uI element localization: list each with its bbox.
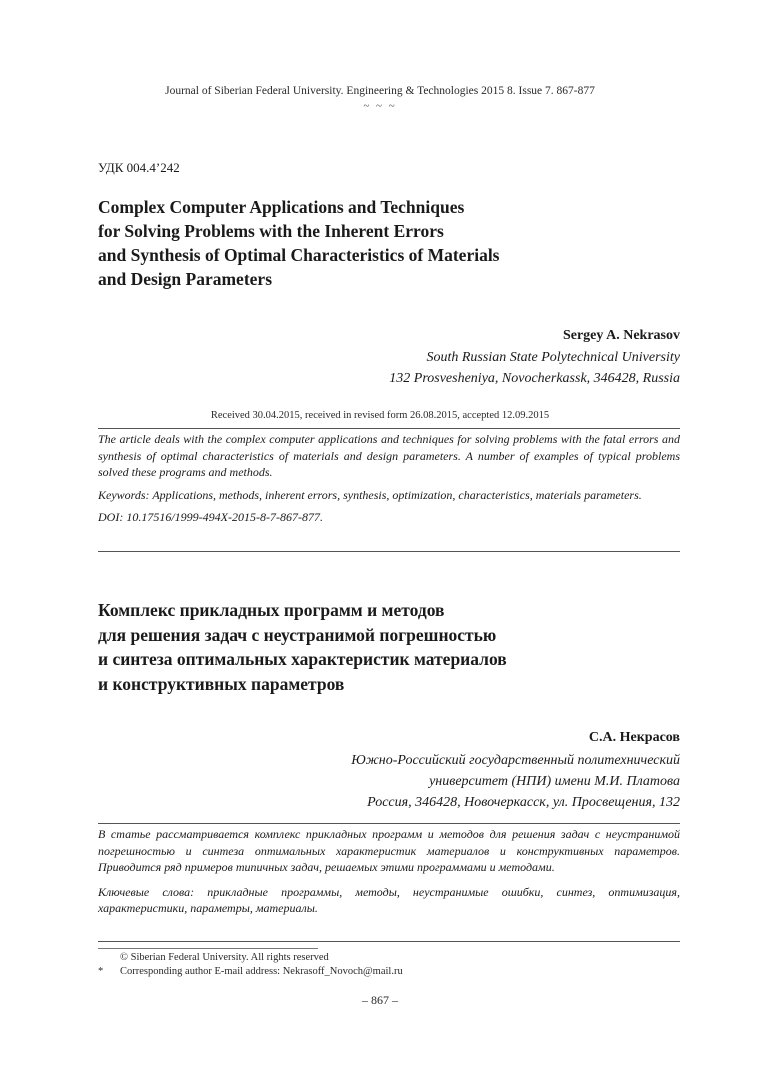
journal-header: Journal of Siberian Federal University. Engineering & Technologies 2015 8. Issue 7. 867-877 <box>165 85 595 97</box>
affiliation-ru-line: Южно-Российский государственный политехнический <box>351 753 680 768</box>
udk-code: УДК 004.4’242 <box>98 160 180 175</box>
footnote-item <box>98 951 403 965</box>
abstract-en-text: The article deals with the complex computer applications and techniques for solving problems with the fatal errors and synthesis of optimal characteristics of materials and design parameters. A number of examples of typical problems solved these programs and methods. <box>98 432 680 479</box>
header-ornament: ~ ~ ~ <box>363 100 397 112</box>
doi: DOI: 10.17516/1999-494X-2015-8-7-867-877. <box>98 510 323 524</box>
title-ru-line: для решения задач с неустранимой погрешностью <box>98 624 497 645</box>
divider-rule <box>98 941 680 942</box>
abstract-en <box>98 431 680 526</box>
keywords-ru: Ключевые слова: прикладные программы, методы, неустранимые ошибки, синтез, оптимизация, характеристики, параметры, материалы. <box>98 884 680 915</box>
affiliation-en-line: 132 Prosvesheniya, Novocherkassk, 346428, Russia <box>389 371 680 386</box>
divider-rule <box>98 551 680 552</box>
footnote-mark: * <box>98 966 104 977</box>
title-en-line: Complex Computer Applications and Techniques <box>98 197 465 217</box>
title-en-line: and Design Parameters <box>98 269 273 289</box>
author-ru: С.А. Некрасов <box>588 730 680 745</box>
author-en: Sergey A. Nekrasov <box>562 328 680 343</box>
affiliation-en <box>389 347 680 389</box>
article-title-ru <box>98 598 658 696</box>
footnotes <box>98 951 403 979</box>
footnote-item <box>98 965 403 979</box>
page-number: – 867 – <box>362 993 398 1007</box>
title-ru-line: и синтеза оптимальных характеристик материалов <box>98 649 507 669</box>
article-title-en <box>98 195 618 291</box>
title-en-line: for Solving Problems with the Inherent Errors <box>98 221 444 241</box>
title-ru-line: Комплекс прикладных программ и методов <box>98 600 445 620</box>
received-dates: Received 30.04.2015, received in revised form 26.08.2015, accepted 12.09.2015 <box>210 410 550 421</box>
divider-rule <box>98 428 680 429</box>
affiliation-ru-line: университет (НПИ) имени М.И. Платова <box>429 774 680 789</box>
divider-rule <box>98 823 680 824</box>
affiliation-ru-line: Россия, 346428, Новочеркасск, ул. Просвещения, 132 <box>367 795 680 810</box>
abstract-ru <box>98 826 680 917</box>
corresponding-author-note: Corresponding author E-mail address: Nekrasoff_Novoch@mail.ru <box>120 966 403 977</box>
affiliation-ru <box>351 750 680 813</box>
footnote-rule <box>98 948 318 949</box>
abstract-ru-text: В статье рассматривается комплекс прикладных программ и методов для решения задач с неустранимой погрешностью и синтеза оптимальных характеристик материалов и конструктивных параметров. Приводится ряд примеров типичных задач, решаемых этими программами и методами. <box>98 827 680 874</box>
affiliation-en-line: South Russian State Polytechnical University <box>426 350 680 365</box>
title-en-line: and Synthesis of Optimal Characteristics of Materials <box>98 245 500 265</box>
keywords-en: Keywords: Applications, methods, inherent errors, synthesis, optimization, characteristics, materials parameters. <box>98 487 642 502</box>
copyright-note: © Siberian Federal University. All rights reserved <box>120 952 329 963</box>
title-ru-line: и конструктивных параметров <box>98 673 345 694</box>
